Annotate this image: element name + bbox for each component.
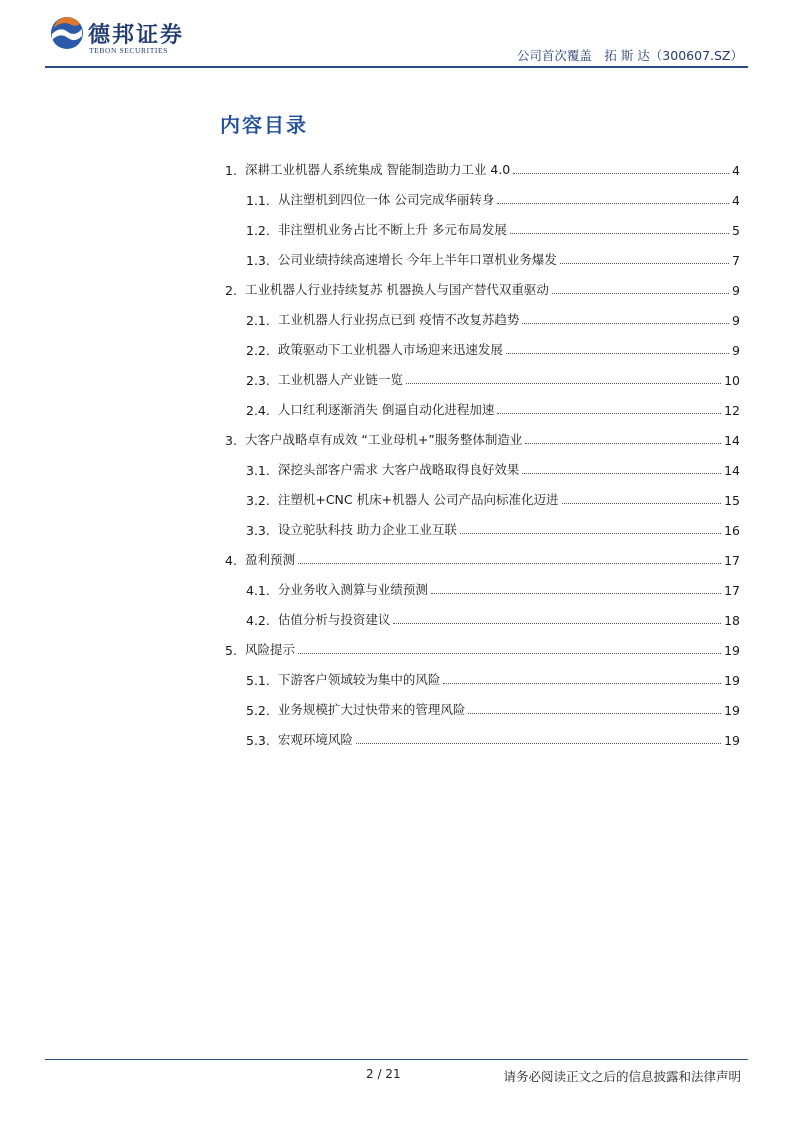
toc-number: 5.	[225, 643, 237, 658]
toc-heading: 非注塑机业务占比不断上升 多元布局发展	[277, 222, 507, 237]
dot-leader	[525, 443, 721, 444]
toc-entry[interactable]	[218, 388, 740, 418]
dot-leader	[506, 353, 729, 354]
toc-heading: 风险提示	[244, 642, 295, 657]
toc-heading: 估值分析与投资建议	[277, 612, 391, 627]
toc-page-number: 19	[724, 733, 740, 748]
toc-heading: 注塑机+CNC 机床+机器人 公司产品向标准化迈进	[277, 492, 559, 507]
toc-page-number: 15	[724, 493, 740, 508]
toc-page-number: 17	[724, 583, 740, 598]
dot-leader	[298, 563, 721, 564]
dot-leader	[513, 173, 729, 174]
page-number: 2 / 21	[366, 1067, 401, 1081]
toc-page-number: 9	[732, 313, 740, 328]
toc-entry[interactable]	[218, 298, 740, 328]
toc-entry[interactable]	[218, 328, 740, 358]
dot-leader	[497, 413, 721, 414]
toc-number: 4.	[225, 553, 237, 568]
dot-leader	[468, 713, 721, 714]
logo-chinese-name: 德邦证券	[88, 22, 185, 48]
toc-page-number: 7	[732, 253, 740, 268]
toc-number: 1.2.	[246, 223, 270, 238]
toc-page-number: 14	[724, 463, 740, 478]
footer-divider	[45, 1059, 748, 1060]
toc-number: 2.1.	[246, 313, 270, 328]
toc-entry[interactable]	[218, 628, 740, 658]
company-logo	[50, 16, 210, 60]
toc-heading: 设立驼驮科技 助力企业工业互联	[277, 522, 457, 537]
report-info: 公司首次覆盖 拓 斯 达（300607.SZ）	[516, 48, 743, 63]
toc-number: 5.3.	[246, 733, 270, 748]
toc-page-number: 9	[732, 283, 740, 298]
toc-title: 内容目录	[220, 113, 308, 137]
toc-page-number: 19	[724, 703, 740, 718]
toc-heading: 下游客户领域较为集中的风险	[277, 672, 441, 687]
toc-entry[interactable]	[218, 358, 740, 388]
toc-entry[interactable]	[218, 688, 740, 718]
dot-leader	[522, 323, 729, 324]
dot-leader	[356, 743, 721, 744]
legal-disclaimer: 请务必阅读正文之后的信息披露和法律声明	[503, 1069, 741, 1084]
dot-leader	[393, 623, 721, 624]
toc-heading: 政策驱动下工业机器人市场迎来迅速发展	[277, 342, 503, 357]
toc-number: 3.1.	[246, 463, 270, 478]
toc-number: 4.1.	[246, 583, 270, 598]
dot-leader	[510, 233, 729, 234]
toc-number: 5.2.	[246, 703, 270, 718]
header-divider	[45, 66, 748, 68]
toc-entry[interactable]	[218, 718, 740, 748]
toc-page-number: 19	[724, 673, 740, 688]
toc-number: 3.	[225, 433, 237, 448]
toc-heading: 宏观环境风险	[277, 732, 353, 747]
dot-leader	[562, 503, 722, 504]
toc-page-number: 18	[724, 613, 740, 628]
table-of-contents	[218, 148, 740, 748]
toc-page-number: 4	[732, 163, 740, 178]
toc-page-number: 19	[724, 643, 740, 658]
dot-leader	[298, 653, 721, 654]
toc-entry[interactable]	[218, 568, 740, 598]
toc-number: 2.3.	[246, 373, 270, 388]
toc-number: 3.2.	[246, 493, 270, 508]
toc-page-number: 17	[724, 553, 740, 568]
toc-entry[interactable]	[218, 448, 740, 478]
toc-number: 2.4.	[246, 403, 270, 418]
toc-heading: 工业机器人产业链一览	[277, 372, 403, 387]
dot-leader	[560, 263, 729, 264]
toc-heading: 从注塑机到四位一体 公司完成华丽转身	[277, 192, 495, 207]
dot-leader	[552, 293, 729, 294]
toc-heading: 大客户战略卓有成效 “工业母机+”服务整体制造业	[244, 432, 523, 447]
toc-heading: 深挖头部客户需求 大客户战略取得良好效果	[277, 462, 520, 477]
dot-leader	[522, 473, 721, 474]
dot-leader	[443, 683, 721, 684]
toc-page-number: 10	[724, 373, 740, 388]
toc-entry[interactable]	[218, 508, 740, 538]
toc-entry[interactable]	[218, 598, 740, 628]
toc-page-number: 4	[732, 193, 740, 208]
toc-page-number: 5	[732, 223, 740, 238]
toc-heading: 公司业绩持续高速增长 今年上半年口罩机业务爆发	[277, 252, 557, 267]
dot-leader	[460, 533, 721, 534]
toc-entry[interactable]	[218, 178, 740, 208]
toc-number: 1.	[225, 163, 237, 178]
toc-page-number: 12	[724, 403, 740, 418]
toc-entry[interactable]	[218, 418, 740, 448]
toc-heading: 分业务收入测算与业绩预测	[277, 582, 428, 597]
toc-number: 4.2.	[246, 613, 270, 628]
toc-number: 5.1.	[246, 673, 270, 688]
toc-entry[interactable]	[218, 658, 740, 688]
toc-entry[interactable]	[218, 238, 740, 268]
toc-entry[interactable]	[218, 478, 740, 508]
dot-leader	[406, 383, 721, 384]
toc-entry[interactable]	[218, 538, 740, 568]
dot-leader	[431, 593, 721, 594]
logo-emblem-icon	[50, 16, 84, 50]
toc-entry[interactable]	[218, 208, 740, 238]
toc-heading: 盈利预测	[244, 552, 295, 567]
toc-page-number: 14	[724, 433, 740, 448]
toc-number: 1.3.	[246, 253, 270, 268]
toc-heading: 业务规模扩大过快带来的管理风险	[277, 702, 466, 717]
toc-heading: 深耕工业机器人系统集成 智能制造助力工业 4.0	[244, 162, 511, 177]
toc-number: 2.	[225, 283, 237, 298]
toc-entry[interactable]	[218, 148, 740, 178]
toc-heading: 人口红利逐渐消失 倒逼自动化进程加速	[277, 402, 495, 417]
toc-number: 2.2.	[246, 343, 270, 358]
toc-number: 1.1.	[246, 193, 270, 208]
toc-page-number: 16	[724, 523, 740, 538]
toc-entry[interactable]	[218, 268, 740, 298]
toc-heading: 工业机器人行业持续复苏 机器换人与国产替代双重驱动	[244, 282, 549, 297]
toc-heading: 工业机器人行业拐点已到 疫情不改复苏趋势	[277, 312, 520, 327]
toc-number: 3.3.	[246, 523, 270, 538]
dot-leader	[497, 203, 729, 204]
toc-page-number: 9	[732, 343, 740, 358]
logo-english-name: TEBON SECURITIES	[89, 46, 168, 55]
page-header	[0, 0, 793, 70]
